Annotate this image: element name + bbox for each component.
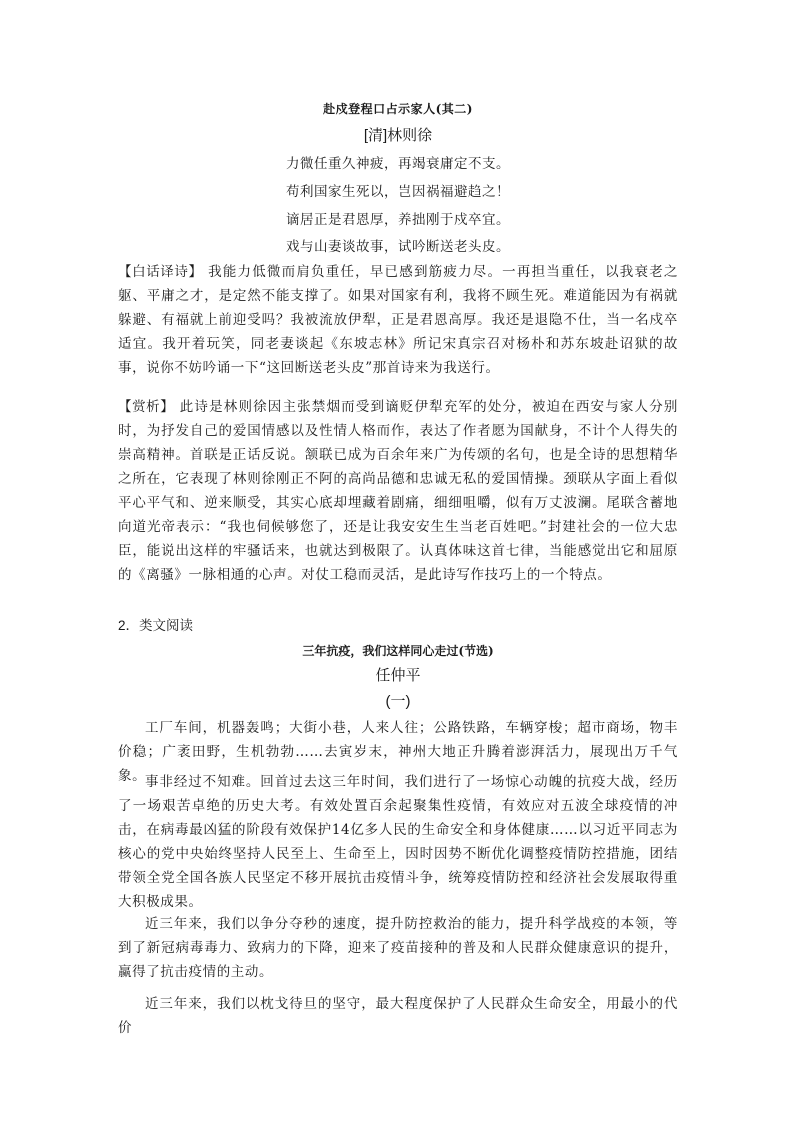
essay-paragraph: 近三年来，我们以争分夺秒的速度，提升防控救治的能力，提升科学战疫的本领，等到了新冠病毒毒力、致病力的下降，迎来了疫苗接种的普及和人民群众健康意识的提升，赢得了抗击疫情的主动。 — [118, 916, 678, 980]
translation-text: 我能力低微而肩负重任，早已感到筋疲力尽。一再担当重任，以我衰老之躯、平庸之才，是定然不能支撑了。如果对国家有利，我将不顾生死。难道能因为有祸就躲避、有福就上前迎受吗？我被流放伊犁，正是君恩高厚。我还是退隐不仕，当一名戍卒适宜。我开着玩笑，同老妻谈起《东坡志林》所记宋真宗召对杨朴和苏东坡赴诏狱的故事，说你不妨吟诵一下“这回断送老头皮”那首诗来为我送行。 — [118, 264, 678, 376]
poem-author: [清]林则徐 — [363, 127, 433, 144]
essay-author: 任仲平 — [375, 667, 421, 684]
translation-paragraph — [118, 260, 678, 380]
poem-line: 谪居正是君恩厚，养拙刚于戍卒宜。 — [286, 212, 510, 228]
section-heading: 2．类文阅读 — [118, 618, 194, 633]
poem-title: 赴戍登程口占示家人(其二) — [323, 102, 473, 116]
poem-line: 力微任重久神疲，再竭衰庸定不支。 — [286, 156, 510, 172]
appreciation-label: 【赏析】 — [118, 399, 175, 414]
essay-paragraph: 工厂车间，机器轰鸣；大街小巷，人来人往；公路铁路，车辆穿梭；超市商场，物丰价稳；广袤田野，生机勃勃……去寅岁末，神州大地正升腾着澎湃活力，展现出万千气象。 — [118, 720, 678, 784]
essay-paragraph: 近三年来，我们以枕戈待旦的坚守，最大程度保护了人民群众生命安全，用最小的代价 — [118, 996, 678, 1036]
essay-part-number: (一) — [385, 693, 411, 710]
essay-title: 三年抗疫，我们这样同心走过(节选) — [302, 644, 494, 658]
poem-line: 戏与山妻谈故事，试吟断送老头皮。 — [286, 239, 510, 255]
appreciation-text: 此诗是林则徐因主张禁烟而受到谪贬伊犁充军的处分，被迫在西安与家人分别时，为抒发自己的爱国情感以及性情人格而作，表达了作者愿为国献身，不计个人得失的崇高精神。首联是正话反说。颔联已成为百余年来广为传颂的名句，也是全诗的思想精华之所在，它表现了林则徐刚正不阿的高尚品德和忠诚无私的爱国情操。颈联从字面上看似平心平气和、逆来顺受，其实心底却埋藏着剧痛，细细咀嚼，似有万丈波澜。尾联含蓄地向道光帝表示：“我也伺候够您了，还是让我安安生生当老百姓吧。”封建社会的一位大忠臣，能说出这样的牢骚话来，也就达到极限了。认真体味这首七律，当能感觉出它和屈原的《离骚》一脉相通的心声。对仗工稳而灵活，是此诗写作技巧上的一个特点。 — [118, 399, 678, 583]
poem-line: 苟利国家生死以，岂因祸福避趋之！ — [286, 184, 510, 200]
appreciation-paragraph — [118, 395, 678, 587]
translation-label: 【白话译诗】 — [118, 264, 203, 279]
essay-paragraph: 事非经过不知难。回首过去这三年时间，我们进行了一场惊心动魄的抗疫大战，经历了一场艰苦卓绝的历史大考。有效处置百余起聚集性疫情，有效应对五波全球疫情的冲击，在病毒最凶猛的阶段有效保护14亿多人民的生命安全和身体健康……以习近平同志为核心的党中央始终坚持人民至上、生命至上，因时因势不断优化调整疫情防控措施，团结带领全党全国各族人民坚定不移开展抗击疫情斗争，统筹疫情防控和经济社会发展取得重大积极成果。 — [118, 774, 678, 910]
